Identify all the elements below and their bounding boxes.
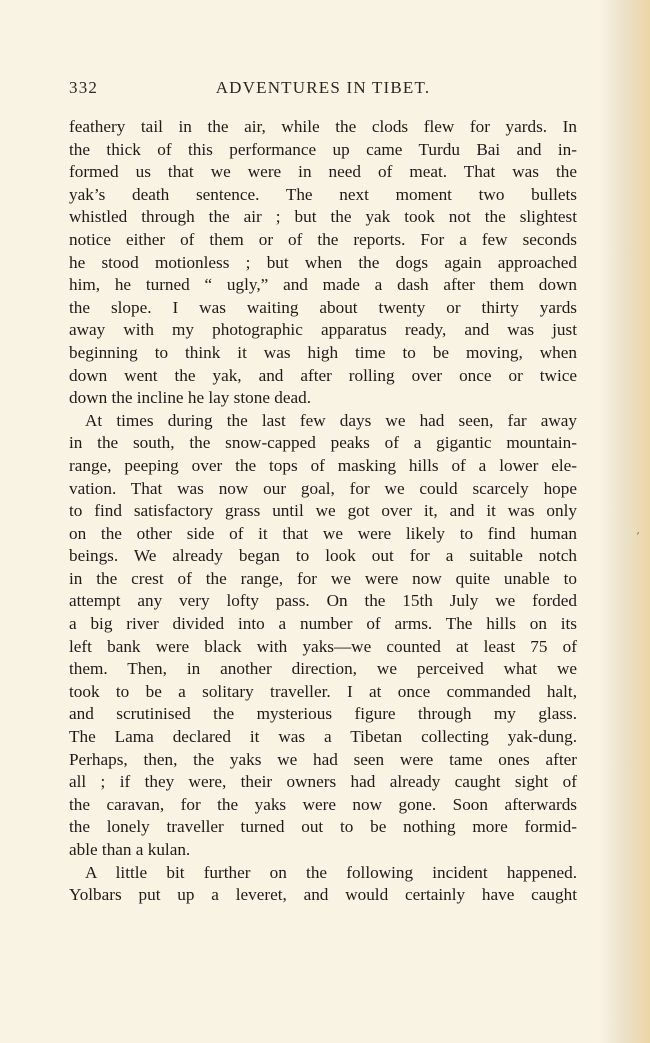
text-line: left bank were black with yaks—we counted at least 75 of	[69, 636, 577, 656]
running-head: ADVENTURES IN TIBET.	[215, 78, 431, 97]
text-line: Yolbars put up a leveret, and would certainly have caught	[69, 885, 577, 905]
paragraph-start-line: At times during the last few days we had seen, far away	[85, 410, 577, 430]
text-line: to find satisfactory grass until we got over it, and it was only	[69, 501, 577, 521]
body-text	[69, 116, 577, 907]
text-line: vation. That was now our goal, for we could scarcely hope	[69, 478, 577, 498]
text-line: The Lama declared it was a Tibetan collecting yak-dung.	[69, 727, 577, 747]
paragraph-start-line: A little bit further on the following incident happened.	[85, 862, 577, 882]
text-line: feathery tail in the air, while the clods flew for yards. In	[69, 117, 577, 136]
page-number: 332	[69, 78, 99, 97]
text-line: on the other side of it that we were likely to find human	[69, 523, 577, 543]
margin-mark: ’	[636, 530, 640, 544]
paragraph-end-line: down the incline he lay stone dead.	[69, 388, 311, 408]
text-line: took to be a solitary traveller. I at once commanded halt,	[69, 681, 577, 701]
text-line: beings. We already began to look out for a suitable notch	[69, 546, 577, 566]
text-line: in the crest of the range, for we were now quite unable to	[69, 568, 577, 588]
text-line: him, he turned “ ugly,” and made a dash after them down	[69, 275, 577, 295]
text-line: whistled through the air ; but the yak took not the slightest	[69, 207, 577, 227]
text-line: notice either of them or of the reports. For a few seconds	[69, 229, 577, 249]
text-line: away with my photographic apparatus ready, and was just	[69, 320, 577, 340]
text-line: he stood motionless ; but when the dogs again approached	[69, 252, 577, 272]
text-line: the thick of this performance up came Turdu Bai and in-	[69, 139, 577, 159]
paragraph-end-line: able than a kulan.	[69, 840, 191, 859]
text-line: the caravan, for the yaks were now gone. Soon afterwards	[69, 794, 577, 814]
text-line: Perhaps, then, the yaks we had seen were tame ones after	[69, 749, 577, 769]
text-line: attempt any very lofty pass. On the 15th July we forded	[69, 591, 577, 611]
text-line: beginning to think it was high time to be moving, when	[69, 342, 577, 362]
text-line: and scrutinised the mysterious figure through my glass.	[69, 704, 577, 724]
text-line: the slope. I was waiting about twenty or thirty yards	[69, 297, 577, 317]
text-line: all ; if they were, their owners had already caught sight of	[69, 772, 577, 792]
text-line: formed us that we were in need of meat. That was the	[69, 162, 577, 182]
text-line: the lonely traveller turned out to be nothing more formid-	[69, 817, 577, 837]
text-line: a big river divided into a number of arms. The hills on its	[69, 614, 577, 634]
text-line: range, peeping over the tops of masking hills of a lower ele-	[69, 455, 577, 475]
text-line: down went the yak, and after rolling over once or twice	[69, 365, 577, 385]
page-header	[69, 78, 577, 102]
text-line: yak’s death sentence. The next moment two bullets	[69, 184, 577, 204]
text-line: them. Then, in another direction, we perceived what we	[69, 659, 577, 679]
text-line: in the south, the snow-capped peaks of a gigantic mountain-	[69, 433, 577, 453]
